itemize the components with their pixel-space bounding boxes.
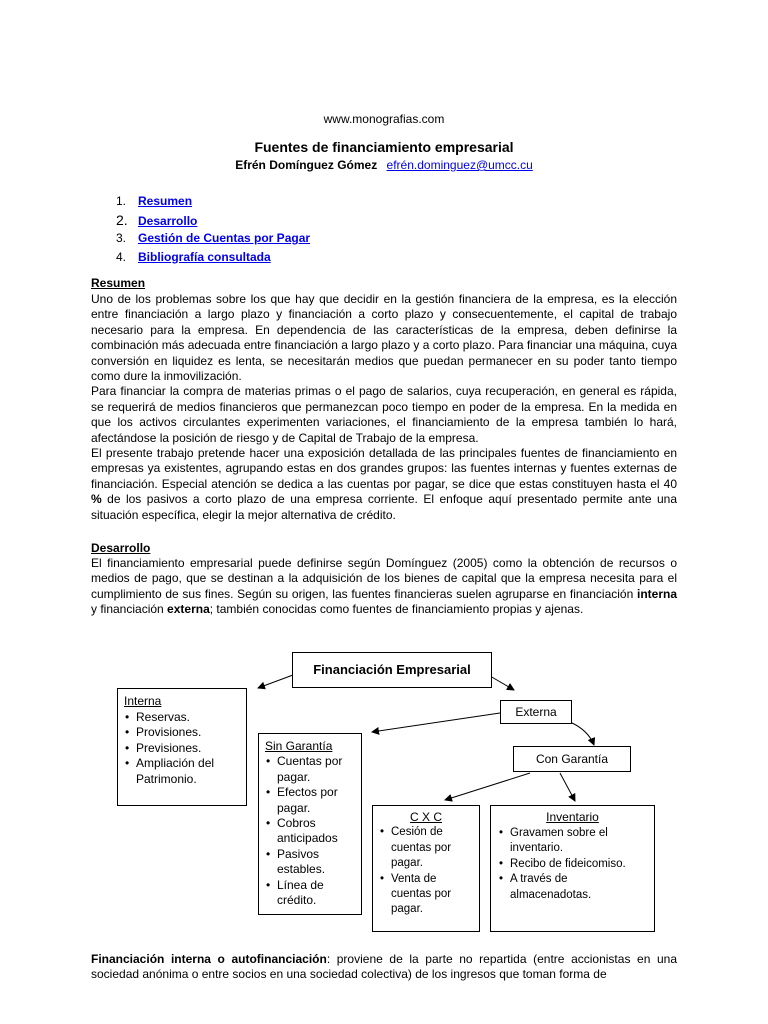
node-sin-garantia-title: Sin Garantía	[265, 739, 333, 753]
node-sin-garantia-list	[265, 754, 355, 908]
author-line	[0, 158, 768, 172]
list-item: • Línea de crédito.	[265, 878, 355, 909]
toc-item	[116, 192, 310, 211]
arrow-externa-to-congarantia	[570, 722, 594, 745]
desarrollo-paragraph-1	[91, 556, 677, 618]
toc-number: 3.	[116, 231, 127, 245]
node-cxc-title: C X C	[409, 810, 442, 824]
desarrollo-heading: Desarrollo	[91, 541, 151, 555]
list-item: • Reservas.	[124, 710, 240, 726]
document-title: Fuentes de financiamiento empresarial	[254, 139, 514, 155]
list-item: • Pasivos estables.	[265, 847, 355, 878]
list-item: • Ampliación del Patrimonio.	[124, 756, 240, 787]
toc-item	[116, 211, 310, 230]
arrow-congarantia-to-cxc	[445, 773, 530, 800]
node-inventario-list	[498, 826, 647, 904]
resumen-paragraph-2: Para financiar la compra de materias primas o el pago de salarios, cuya recuperación, en general es rápida, se requerirá de medios financieros que permanezcan poco tiempo en poder de la empresa. En la medida en que los activos circulantes experimenten variaciones, el financiamiento de la empresa también lo hará, afectándose la posición de riesgo y de Capital de Trabajo de la empresa.	[91, 384, 677, 445]
list-item: • Cesión de cuentas por pagar.	[379, 825, 473, 871]
desarrollo-text-c: ; también conocidas como fuentes de financiamiento propias y ajenas.	[209, 602, 584, 617]
site-url: www.monografias.com	[323, 112, 445, 126]
desarrollo-body	[91, 556, 677, 618]
desarrollo-bold-interna: interna	[636, 586, 677, 601]
autofinanciacion-paragraph	[91, 952, 677, 983]
arrow-root-to-interna	[258, 675, 293, 688]
node-cxc-list	[379, 825, 473, 917]
resumen-paragraph-3	[91, 446, 677, 523]
desarrollo-text-a: El financiamiento empresarial puede definirse según Domínguez (2005) como la obtención de recursos o medios de pago, que se destinan a la adquisición de los bienes de capital que la empresa necesita para el cumplimiento de sus fines. Según su origen, las fuentes financieras suelen agruparse en financiación	[91, 556, 677, 601]
list-item: • Recibo de fideicomiso.	[498, 857, 647, 873]
arrow-congarantia-to-inventario	[560, 773, 575, 801]
toc-number: 2.	[116, 211, 128, 228]
list-item: • Previsiones.	[124, 741, 240, 757]
toc-item	[116, 248, 310, 267]
autofinanciacion-definition: : proviene de la parte no repartida (entre accionistas en una sociedad anónima o entre socios en una sociedad colectiva) de los ingresos que toman forma de	[91, 952, 678, 982]
resumen-paragraph-1: Uno de los problemas sobre los que hay que decidir en la gestión financiera de la empresa, es la elección entre financiación a largo plazo y financiación a corto plazo y consecuentemente, el capital de trabajo necesario para la empresa. En dependencia de las características de la empresa, deben definirse la combinación más adecuada entre financiación a largo plazo y a corto plazo. Para financiar una máquina, cuya conversión en liquidez es lenta, se necesitarán medios que puedan permanecer en su poder tanto tiempo como dure la inmovilización.	[91, 292, 677, 384]
node-inventario-title: Inventario	[546, 810, 599, 824]
table-of-contents	[116, 192, 310, 266]
list-item: • A través de almacenadotas.	[498, 872, 647, 903]
desarrollo-bold-externa: externa	[167, 602, 210, 617]
resumen-p3-text-b: de los pasivos a corto plazo de una empresa corriente. El enfoque aquí presentado permite ante una situación específica, elegir la mejor alternativa de crédito.	[91, 492, 677, 522]
arrow-externa-to-singarantia	[372, 713, 500, 732]
autofinanciacion-term: Financiación interna o autofinanciación	[91, 952, 327, 966]
autofinanciacion-text	[91, 952, 677, 983]
node-interna-title: Interna	[124, 694, 162, 708]
toc-number: 4.	[116, 249, 127, 264]
toc-link-bibliografia[interactable]: Bibliografía consultada	[138, 249, 271, 264]
node-financiacion-empresarial: Financiación Empresarial	[292, 652, 492, 688]
author-name: Efrén Domínguez Gómez	[235, 158, 378, 172]
list-item: • Cuentas por pagar.	[265, 754, 355, 785]
author-email-link[interactable]: efrén.dominguez@umcc.cu	[386, 158, 533, 172]
toc-number: 1.	[116, 194, 127, 208]
node-con-garantia: Con Garantía	[513, 746, 631, 772]
node-inventario	[490, 805, 655, 932]
resumen-body	[91, 292, 677, 523]
node-interna-list	[124, 710, 240, 788]
node-sin-garantia	[258, 733, 362, 915]
resumen-heading: Resumen	[91, 276, 146, 290]
desarrollo-text-b: y financiación	[91, 602, 168, 617]
toc-link-resumen[interactable]: Resumen	[138, 194, 193, 208]
resumen-p3-text-a: El presente trabajo pretende hacer una exposición detallada de las principales fuentes de financiamiento en empresas ya existentes, agrupando estas en dos grandes grupos: las fuentes internas y fuentes externas de financiación. Especial atención se dedica a las cuentas por pagar, se dice que estas constituyen hasta el 40	[91, 446, 677, 491]
list-item: • Gravamen sobre el inventario.	[498, 826, 647, 857]
node-cxc	[372, 805, 480, 932]
arrow-root-to-externa	[490, 676, 514, 690]
toc-item	[116, 229, 310, 248]
list-item: • Provisiones.	[124, 725, 240, 741]
resumen-p3-percent: %	[91, 492, 102, 507]
list-item: • Venta de cuentas por pagar.	[379, 872, 473, 918]
toc-link-desarrollo[interactable]: Desarrollo	[138, 213, 198, 228]
toc-link-gestion[interactable]: Gestión de Cuentas por Pagar	[138, 231, 311, 245]
node-interna	[117, 688, 247, 806]
list-item: • Efectos por pagar.	[265, 785, 355, 816]
list-item: • Cobros anticipados	[265, 816, 355, 847]
node-externa: Externa	[500, 700, 572, 724]
